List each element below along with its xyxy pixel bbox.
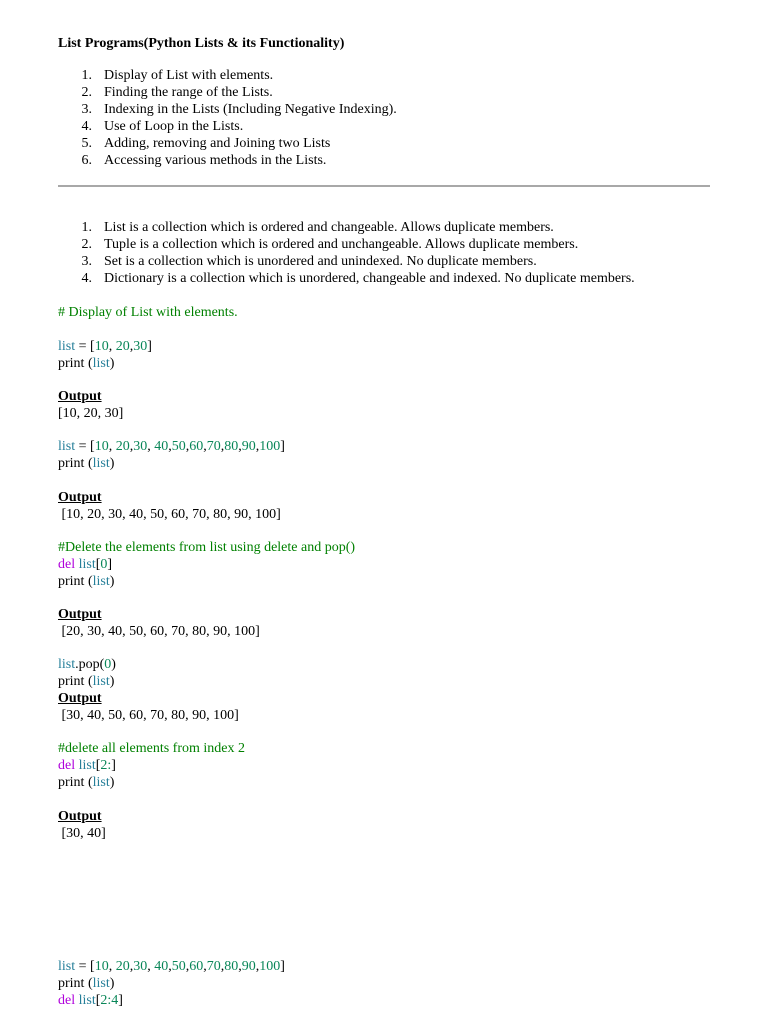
list-number: 4. (81, 119, 92, 134)
code-line: list = [10, 20,30, 40,50,60,70,80,90,100] (58, 439, 285, 454)
output-heading: Output (58, 389, 102, 404)
list-item: Finding the range of the Lists. (104, 85, 273, 100)
code-line: list.pop(0) (58, 657, 116, 672)
output-value: [10, 20, 30, 40, 50, 60, 70, 80, 90, 100] (58, 507, 281, 522)
output-value: [20, 30, 40, 50, 60, 70, 80, 90, 100] (58, 624, 260, 639)
output-value: [30, 40] (58, 826, 106, 841)
code-line: print (list) (58, 775, 115, 790)
list-number: 6. (81, 153, 92, 168)
output-heading: Output (58, 809, 102, 824)
list-item: Accessing various methods in the Lists. (104, 153, 327, 168)
code-line: list = [10, 20,30] (58, 339, 152, 354)
list-item: Dictionary is a collection which is unordered, changeable and indexed. No duplicate members. (104, 271, 635, 286)
code-comment: #delete all elements from index 2 (58, 741, 245, 756)
output-heading: Output (58, 691, 102, 706)
code-line: print (list) (58, 976, 115, 991)
code-line: print (list) (58, 574, 115, 589)
list-number: 5. (81, 136, 92, 151)
output-value: [10, 20, 30] (58, 406, 124, 421)
list-number: 1. (81, 68, 92, 83)
list-item: Indexing in the Lists (Including Negative Indexing). (104, 102, 397, 117)
code-comment: #Delete the elements from list using delete and pop() (58, 540, 356, 555)
list-item: List is a collection which is ordered and changeable. Allows duplicate members. (104, 220, 554, 235)
list-item: Display of List with elements. (104, 68, 274, 83)
code-line: print (list) (58, 456, 115, 471)
code-line: del list[0] (58, 557, 113, 572)
code-var: list (58, 339, 76, 354)
list-item: Use of Loop in the Lists. (104, 119, 244, 134)
list-number: 4. (81, 271, 92, 286)
output-heading: Output (58, 607, 102, 622)
page-title: List Programs(Python Lists & its Functionality) (58, 36, 345, 51)
code-line: del list[2:4] (58, 993, 123, 1008)
list-number: 3. (81, 102, 92, 117)
list-number: 3. (81, 254, 92, 269)
list-number: 1. (81, 220, 92, 235)
list-item: Adding, removing and Joining two Lists (104, 136, 331, 151)
list-item: Tuple is a collection which is ordered and unchangeable. Allows duplicate members. (104, 237, 579, 252)
horizontal-divider (58, 185, 710, 187)
code-line: print (list) (58, 674, 115, 689)
code-comment: # Display of List with elements. (58, 305, 238, 320)
code-line: del list[2:] (58, 758, 116, 773)
list-number: 2. (81, 237, 92, 252)
output-value: [30, 40, 50, 60, 70, 80, 90, 100] (58, 708, 239, 723)
list-item: Set is a collection which is unordered and unindexed. No duplicate members. (104, 254, 537, 269)
list-number: 2. (81, 85, 92, 100)
code-line: list = [10, 20,30, 40,50,60,70,80,90,100] (58, 959, 285, 974)
code-line: print (list) (58, 356, 115, 371)
output-heading: Output (58, 490, 102, 505)
